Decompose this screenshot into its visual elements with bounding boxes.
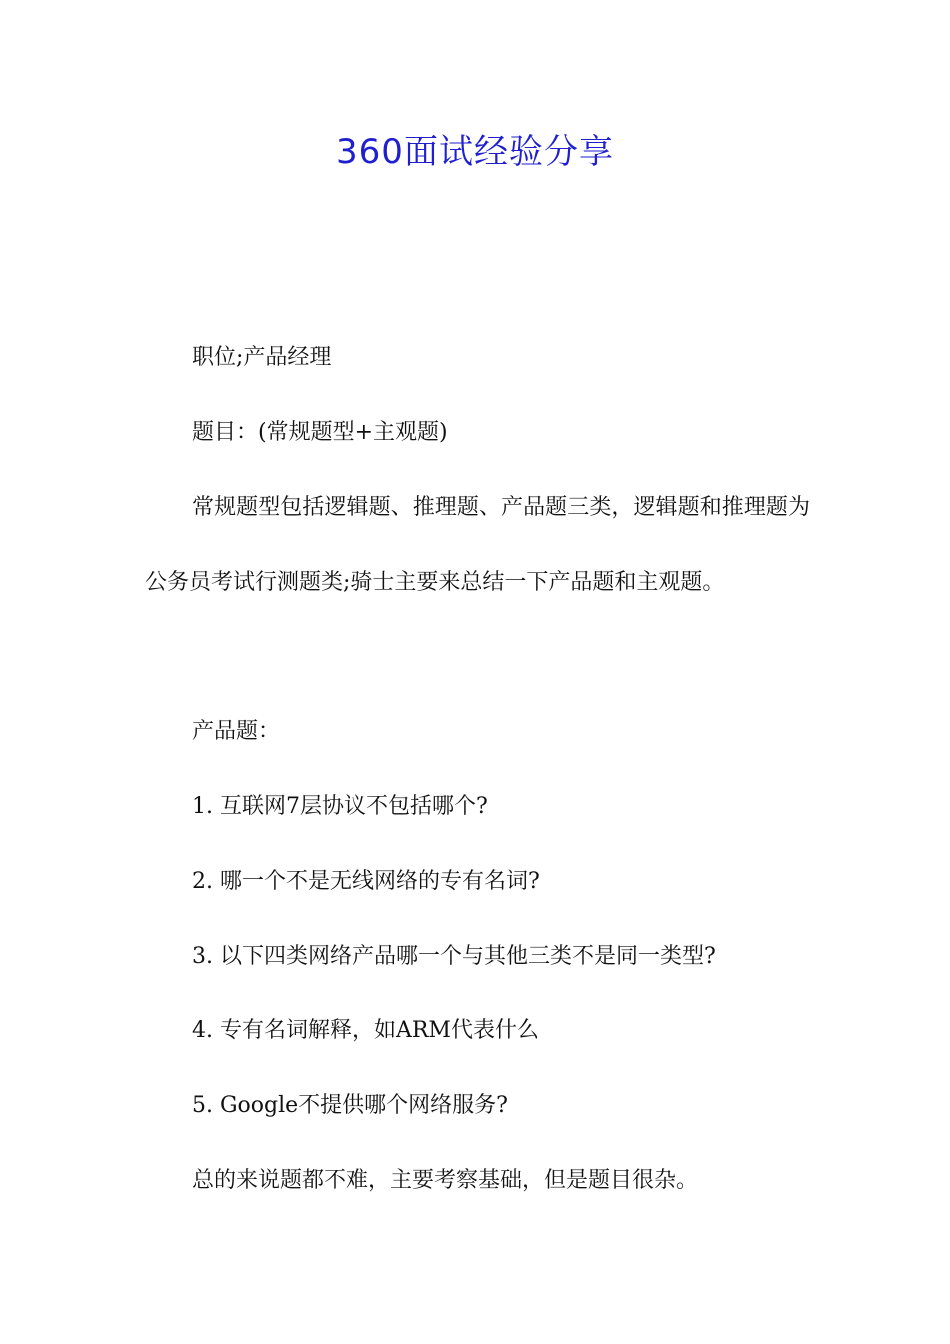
summary-line: 总的来说题都不难，主要考察基础，但是题目很杂。	[192, 1168, 699, 1193]
position-line: 职位;产品经理	[192, 345, 332, 370]
document-title: 360面试经验分享	[336, 132, 614, 172]
question-item: 5. Google不提供哪个网络服务?	[192, 1093, 508, 1118]
question-item: 2. 哪一个不是无线网络的专有名词?	[192, 869, 540, 894]
question-item: 4. 专有名词解释，如ARM代表什么	[192, 1018, 539, 1043]
question-item: 1. 互联网7层协议不包括哪个?	[192, 794, 488, 819]
intro-paragraph: 常规题型包括逻辑题、推理题、产品题三类，逻辑题和推理题为公务员考试行测题类;骑士主要来总结一下产品题和主观题。	[145, 495, 810, 595]
product-heading: 产品题：	[192, 719, 281, 744]
topic-line: 题目：(常规题型+主观题)	[192, 420, 448, 445]
question-item: 3. 以下四类网络产品哪一个与其他三类不是同一类型?	[192, 944, 716, 969]
